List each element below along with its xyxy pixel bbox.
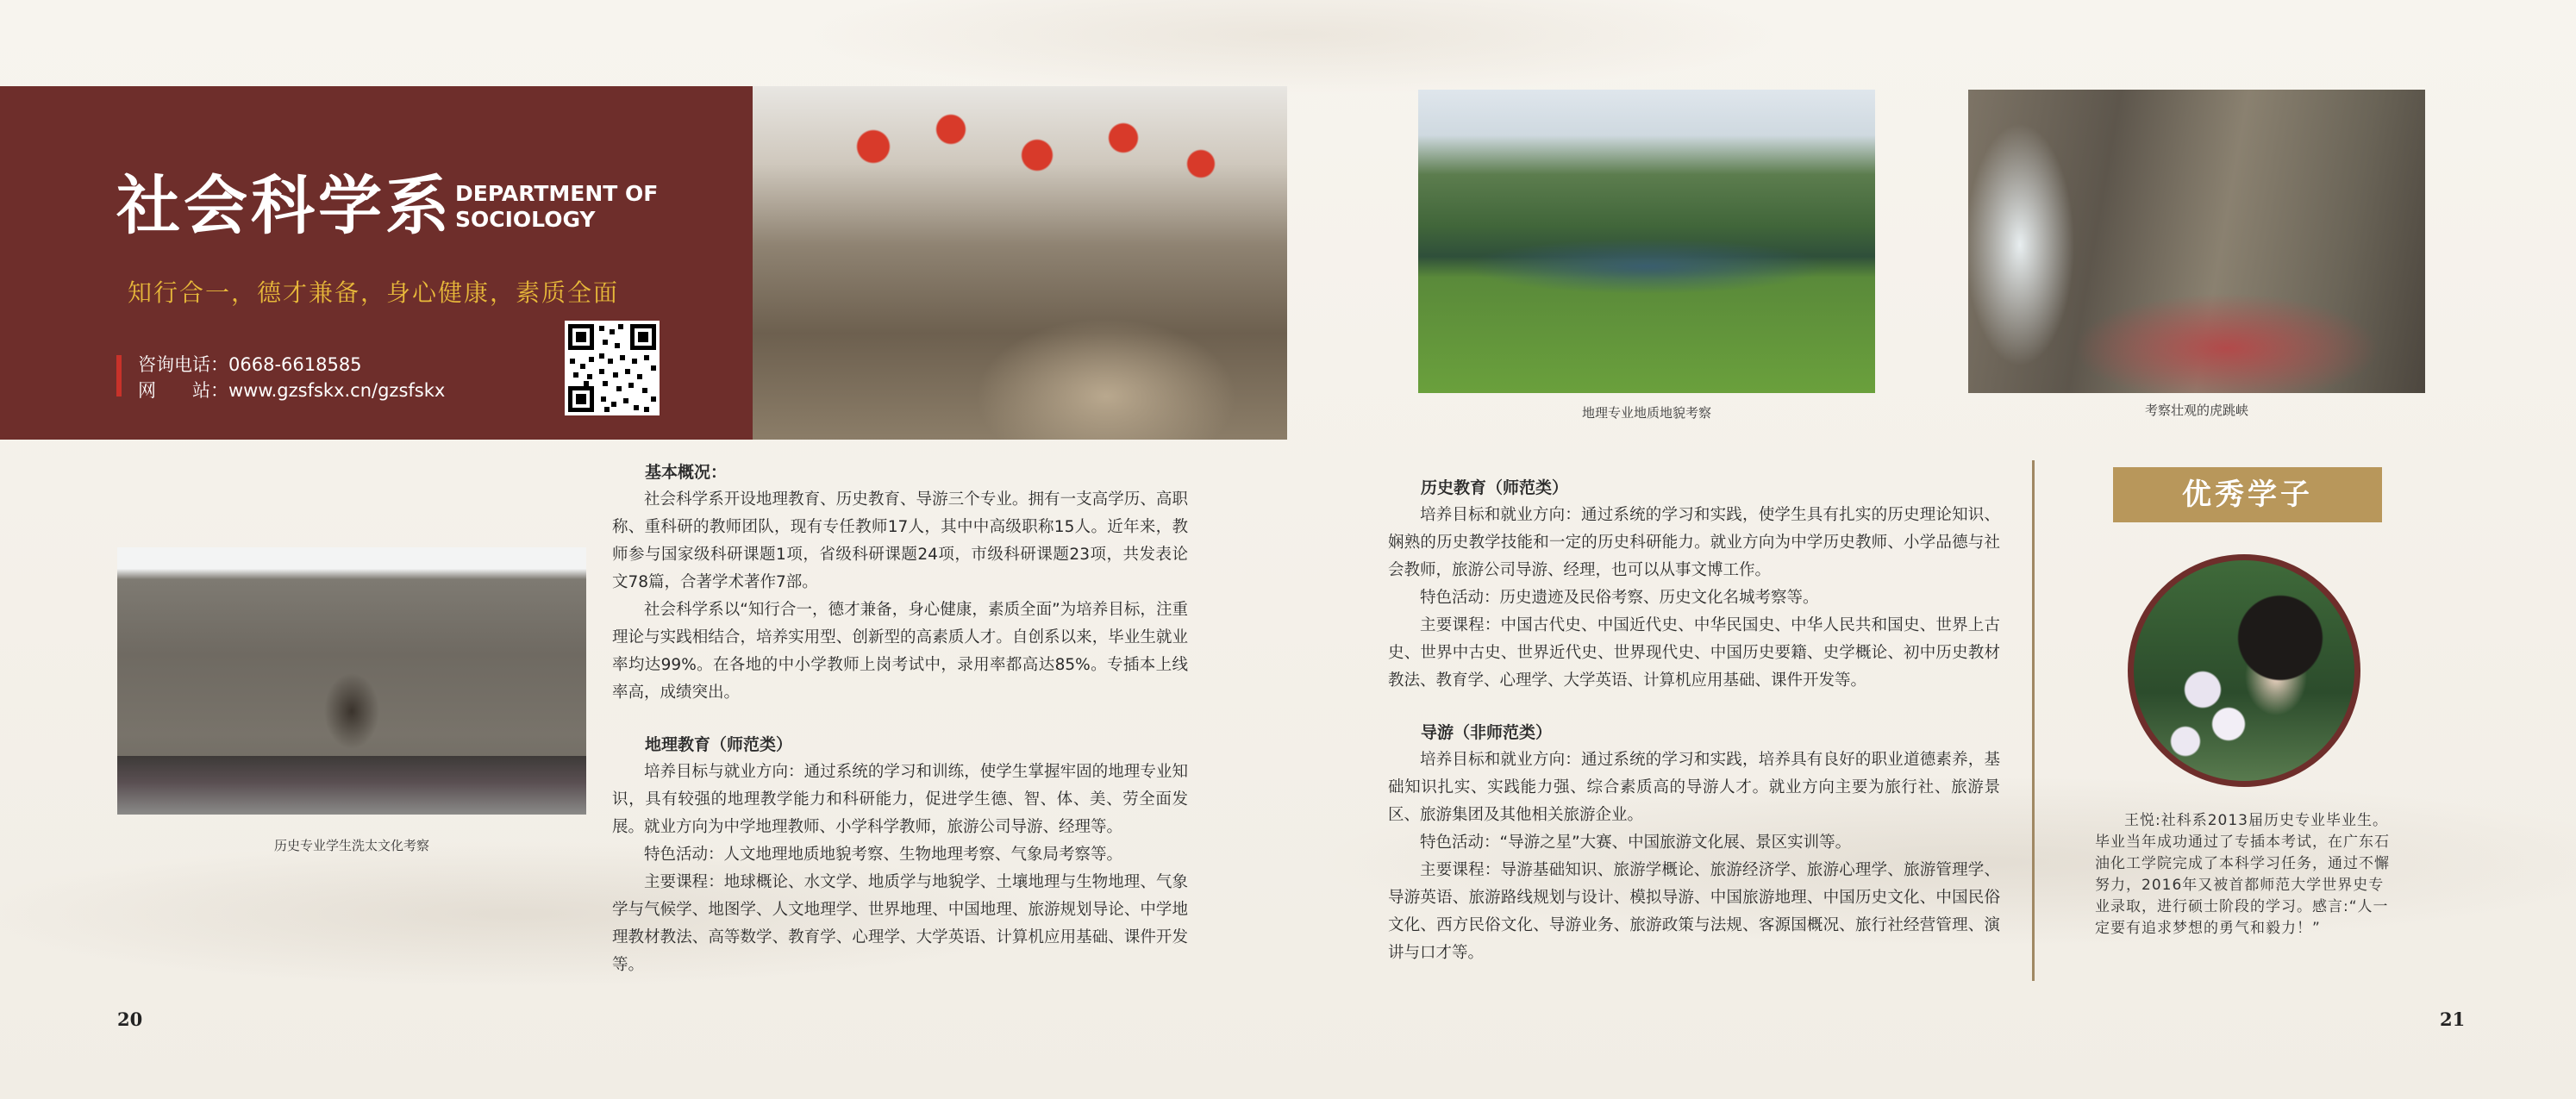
geography-paragraph-1: 培养目标与就业方向：通过系统的学习和训练，使学生掌握牢固的地理专业知识，具有较强的地理教学能力和科研能力，促进学生德、智、体、美、劳全面发展。就业方向为中学地理教师、小学科学教师，旅游公司导游、经理等。 [612, 763, 1188, 836]
department-title-en [455, 181, 662, 233]
contact-phone: 咨询电话：0668-6618585 [138, 354, 362, 375]
contact-info [138, 352, 445, 403]
geology-photo-caption: 地理专业地质地貌考察 [1581, 405, 1711, 421]
geography-paragraph-2: 特色活动：人文地理地质地貌考察、生物地理考察、气象局考察等。 [644, 846, 1123, 864]
overview-heading: 基本概况： [645, 463, 728, 482]
motto: 知行合一，德才兼备，身心健康，素质全面 [128, 278, 620, 307]
history-paragraph-2: 特色活动：历史遗迹及民俗考察、历史文化名城考察等。 [1420, 589, 1819, 607]
page-number-left: 20 [117, 1008, 143, 1030]
student-bio [2095, 810, 2397, 940]
page-number-right: 21 [2440, 1008, 2466, 1030]
tiger-gorge-caption: 考察壮观的虎跳峡 [2144, 403, 2248, 418]
geography-heading: 地理教育（师范类） [645, 735, 793, 754]
tour-guide-heading: 导游（非师范类） [1421, 723, 1553, 742]
title-en-line1: DEPARTMENT OF [455, 181, 659, 206]
student-bio-text: 王悦:社科系2013届历史专业毕业生。毕业当年成功通过了专插本考试，在广东石油化工学院完成了本科学习任务，通过不懈努力，2016年又被首都师范大学世界史专业录取，进行硕士阶段的学习。感言:“人一定要有追求梦想的勇气和毅力！” [2095, 812, 2390, 937]
geology-trip-photo [1418, 90, 1875, 393]
history-paragraph-1: 培养目标和就业方向：通过系统的学习和实践，使学生具有扎实的历史理论知识、娴熟的历史教学技能和一定的历史科研能力。就业方向为中学历史教师、小学品德与社会教师，旅游公司导游、经理，也可以从事文博工作。 [1388, 506, 2000, 579]
qr-code-icon [565, 321, 660, 415]
title-en-line2: SOCIOLOGY [455, 207, 596, 232]
history-heading: 历史教育（师范类） [1421, 478, 1569, 497]
tour-guide-paragraph-3: 主要课程：导游基础知识、旅游学概论、旅游经济学、旅游心理学、旅游管理学、导游英语、旅游路线规划与设计、模拟导游、中国旅游地理、中国历史文化、中国民俗文化、西方民俗文化、导游业务、旅游政策与法规、客源国概况、旅行社经营管理、演讲与口才等。 [1388, 861, 2000, 962]
overview-paragraph-2: 社会科学系以“知行合一，德才兼备，身心健康，素质全面”为培养目标，注重理论与实践相结合，培养实用型、创新型的高素质人才。自创系以来，毕业生就业率均达99%。在各地的中小学教师上岗考试中，录用率都高达85%。专插本上线率高，成绩突出。 [612, 601, 1188, 702]
overview-paragraph-1: 社会科学系开设地理教育、历史教育、导游三个专业。拥有一支高学历、高职称、重科研的教师团队，现有专任教师17人，其中中高级职称15人。近年来，教师参与国家级科研课题1项，省级科研课题24项，市级科研课题23项，共发表论文78篇，合著学术著作7部。 [612, 490, 1188, 591]
field-trip-photo [753, 86, 1287, 440]
contact-website[interactable]: 网 站：www.gzsfskx.cn/gzsfskx [138, 380, 446, 401]
city-wall-group-photo [117, 547, 586, 815]
tiger-gorge-photo [1968, 90, 2425, 393]
left-text-column [612, 459, 1188, 979]
history-paragraph-3: 主要课程：中国古代史、中国近代史、中华民国史、中华人民共和国史、世界上古史、世界中古史、世界近代史、世界现代史、中国历史要籍、史学概论、初中历史教材教法、教育学、心理学、大学英语、计算机应用基础、课件开发等。 [1388, 616, 2000, 690]
geography-paragraph-3: 主要课程：地球概论、水文学、地质学与地貌学、土壤地理与生物地理、气象学与气候学、地图学、人文地理学、世界地理、中国地理、旅游规划导论、中学地理教材教法、高等数学、教育学、心理学、大学英语、计算机应用基础、课件开发等。 [612, 873, 1188, 974]
outstanding-student-heading: 优秀学子 [2113, 467, 2382, 522]
tour-guide-paragraph-1: 培养目标和就业方向：通过系统的学习和实践，培养具有良好的职业道德素养，基础知识扎实、实践能力强、综合素质高的导游人才。就业方向主要为旅行社、旅游景区、旅游集团及其他相关旅游企业。 [1388, 751, 2000, 824]
column-divider [2032, 460, 2035, 981]
department-title-cn: 社会科学系 [116, 169, 453, 243]
student-portrait [2128, 554, 2360, 787]
tour-guide-paragraph-2: 特色活动：“导游之星”大赛、中国旅游文化展、景区实训等。 [1420, 834, 1852, 852]
middle-text-column [1388, 474, 2000, 967]
contact-accent-bar [116, 355, 122, 397]
city-wall-caption: 历史专业学生洗太文化考察 [273, 838, 429, 853]
